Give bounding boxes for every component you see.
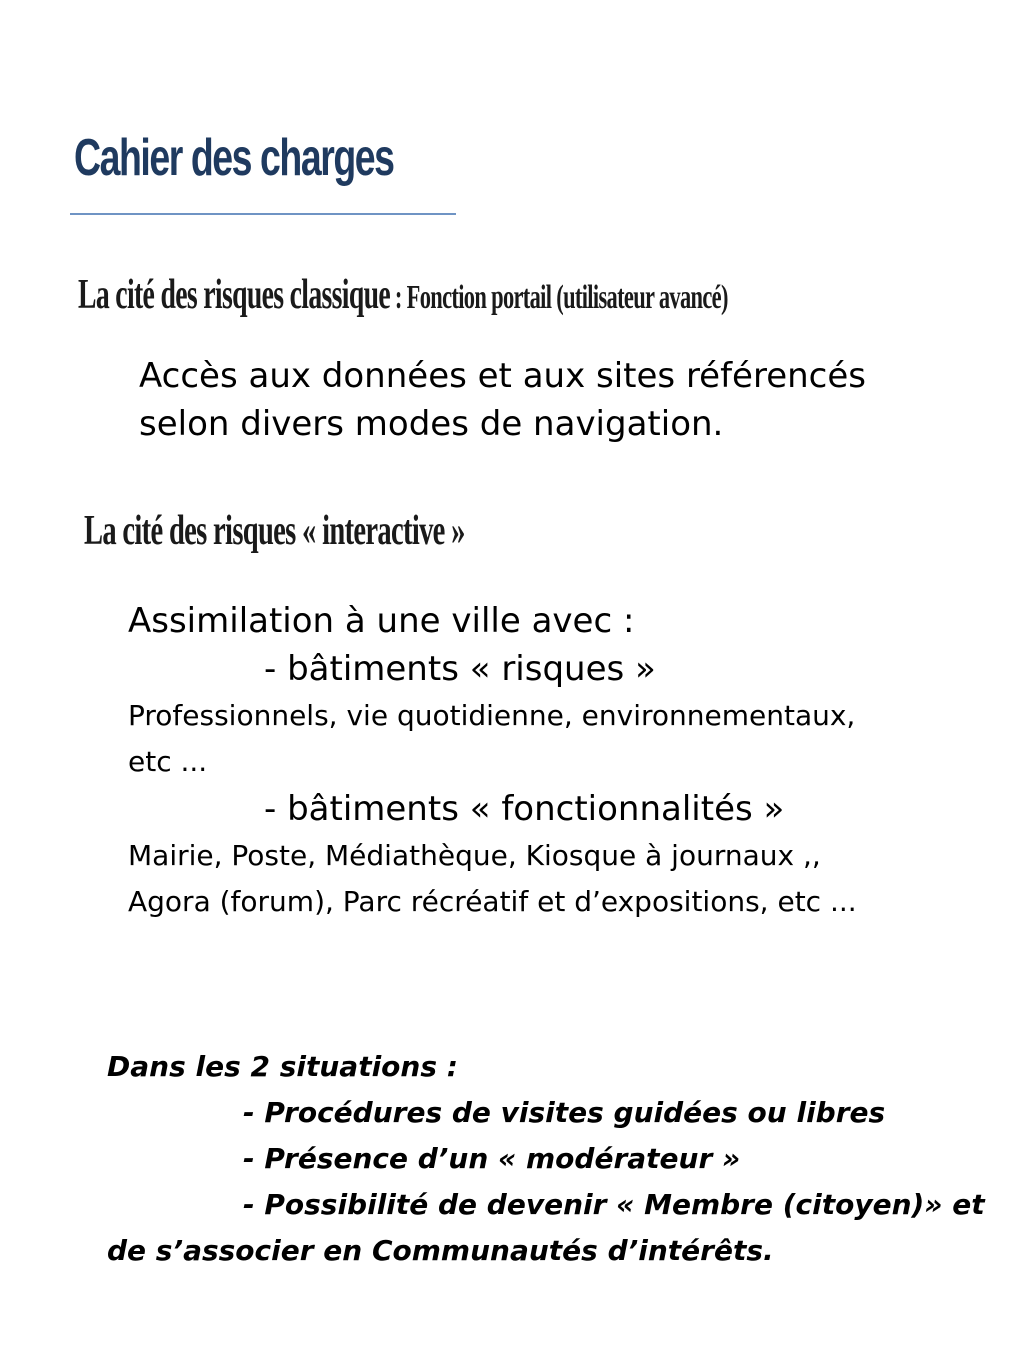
section-heading-classique (78, 271, 728, 319)
item-risques-detail: Professionnels, vie quotidienne, environnementaux, (128, 699, 856, 732)
item-fonctionnalites-label: - bâtiments « fonctionnalités » (264, 789, 785, 829)
page-title: Cahier des charges (74, 129, 394, 187)
classique-description-line: Accès aux données et aux sites référencés (139, 356, 866, 396)
situations-point-continuation: de s’associer en Communautés d’intérêts. (107, 1234, 774, 1267)
section-heading-classique-text: La cité des risques classique (78, 272, 390, 318)
situations-point: - Procédures de visites guidées ou libres (243, 1096, 886, 1129)
classique-description-line: selon divers modes de navigation. (139, 404, 724, 444)
classique-description (139, 352, 866, 448)
item-risques-detail: etc ... (128, 745, 208, 778)
situations-block (107, 1044, 985, 1274)
situations-point: - Présence d’un « modérateur » (243, 1142, 741, 1175)
section-heading-classique-suffix: : Fonction portail (utilisateur avancé) (389, 279, 728, 316)
title-underline (70, 213, 456, 215)
interactive-intro: Assimilation à une ville avec : (128, 601, 635, 641)
interactive-description (128, 597, 857, 925)
item-fonctionnalites-detail: Mairie, Poste, Médiathèque, Kiosque à journaux ,, (128, 839, 821, 872)
situations-point: - Possibilité de devenir « Membre (citoyen)» et (243, 1188, 985, 1221)
section-heading-interactive: La cité des risques « interactive » (84, 508, 465, 554)
item-risques-label: - bâtiments « risques » (264, 649, 656, 689)
situations-intro: Dans les 2 situations : (107, 1050, 458, 1083)
item-fonctionnalites-detail: Agora (forum), Parc récréatif et d’expositions, etc ... (128, 885, 857, 918)
